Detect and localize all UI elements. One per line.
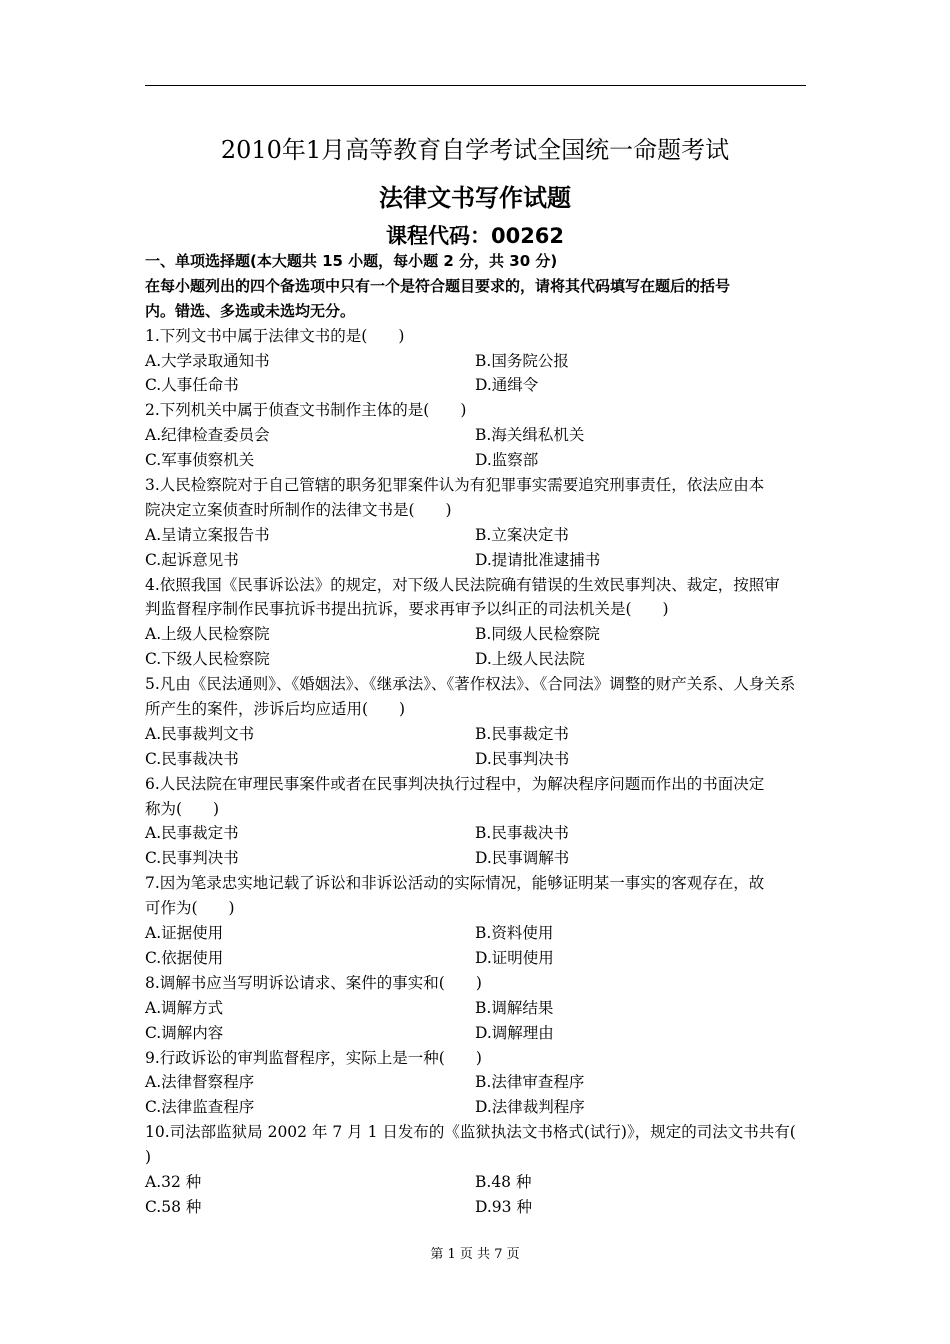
section-heading: 一、单项选择题(本大题共 15 小题，每小题 2 分，共 30 分): [145, 252, 558, 270]
option: D.监察部: [475, 451, 539, 470]
option-row: [145, 747, 810, 772]
option: D.证明使用: [475, 948, 554, 967]
option-row: [145, 1095, 810, 1120]
option: A.调解方式: [145, 998, 224, 1017]
option: C.民事判决书: [145, 849, 239, 868]
option: B.法律审查程序: [475, 1073, 585, 1092]
option: A.上级人民检察院: [145, 625, 270, 644]
option: C.法律监查程序: [145, 1098, 255, 1117]
option: D.通缉令: [475, 376, 539, 395]
option: C.依据使用: [145, 948, 224, 967]
question-stem: 可作为( ): [145, 899, 235, 918]
option-row: [145, 1195, 810, 1220]
option: D.93 种: [475, 1197, 532, 1216]
question-stem: 8.调解书应当写明诉讼请求、案件的事实和( ): [145, 973, 482, 992]
option: D.上级人民法院: [475, 650, 585, 669]
option: B.国务院公报: [475, 351, 569, 370]
question-stem: ): [145, 1148, 152, 1167]
question-stem: 9.行政诉讼的审判监督程序，实际上是一种( ): [145, 1048, 482, 1067]
exam-content: [145, 249, 810, 1220]
subject-title: 法律文书写作试题: [379, 184, 571, 212]
option: A.民事裁判文书: [145, 724, 255, 743]
option: B.立案决定书: [475, 525, 569, 544]
option-row: [145, 647, 810, 672]
option: A.纪律检查委员会: [145, 426, 270, 445]
question-stem: 10.司法部监狱局 2002 年 7 月 1 日发布的《监狱执法文书格式(试行)》，规定的司法文书共有(: [145, 1123, 796, 1142]
option: B.民事裁决书: [475, 824, 569, 843]
question-stem: 5.凡由《民法通则》、《婚姻法》、《继承法》、《著作权法》、《合同法》调整的财产关系、人身关系: [145, 675, 796, 694]
option: B.资料使用: [475, 924, 554, 943]
option: A.呈请立案报告书: [145, 525, 270, 544]
option: D.提请批准逮捕书: [475, 550, 601, 569]
question-stem: 6.人民法院在审理民事案件或者在民事判决执行过程中，为解决程序问题而作出的书面决定: [145, 774, 765, 793]
question-stem: 称为( ): [145, 799, 220, 818]
option-row: [145, 946, 810, 971]
question-stem: 4.依照我国《民事诉讼法》的规定，对下级人民法院确有错误的生效民事判决、裁定，按照审: [145, 575, 780, 594]
option: B.海关缉私机关: [475, 426, 585, 445]
option: B.同级人民检察院: [475, 625, 600, 644]
option-row: [145, 1070, 810, 1095]
option-row: [145, 821, 810, 846]
option-row: [145, 423, 810, 448]
option: A.法律督察程序: [145, 1073, 255, 1092]
course-code: 课程代码：00262: [385, 224, 565, 248]
option: C.军事侦察机关: [145, 451, 255, 470]
option-row: [145, 1170, 810, 1195]
option: B.民事裁定书: [475, 724, 569, 743]
question-stem: 3.人民检察院对于自己管辖的职务犯罪案件认为有犯罪事实需要追究刑事责任，依法应由本: [145, 476, 765, 495]
option: A.证据使用: [145, 924, 224, 943]
option: A.民事裁定书: [145, 824, 239, 843]
option-row: [145, 846, 810, 871]
option: A.大学录取通知书: [145, 351, 270, 370]
option: C.58 种: [145, 1197, 202, 1216]
option: D.调解理由: [475, 1023, 554, 1042]
instruction-line: 内。错选、多选或未选均无分。: [145, 301, 356, 320]
question-stem: 院决定立案侦查时所制作的法律文书是( ): [145, 500, 452, 519]
page-footer: 第 1 页 共 7 页: [430, 1247, 520, 1262]
question-stem: 7.因为笔录忠实地记载了诉讼和非诉讼活动的实际情况，能够证明某一事实的客观存在，故: [145, 874, 765, 893]
option-row: [145, 722, 810, 747]
option-row: [145, 349, 810, 374]
question-stem: 判监督程序制作民事抗诉书提出抗诉，要求再审予以纠正的司法机关是( ): [145, 600, 669, 619]
option: C.起诉意见书: [145, 550, 239, 569]
header-rule: [145, 85, 806, 86]
option: B.48 种: [475, 1172, 532, 1191]
option-row: [145, 921, 810, 946]
option-row: [145, 448, 810, 473]
option-row: [145, 622, 810, 647]
option: D.法律裁判程序: [475, 1098, 585, 1117]
option: B.调解结果: [475, 998, 554, 1017]
option: A.32 种: [145, 1172, 202, 1191]
option-row: [145, 1021, 810, 1046]
option: C.调解内容: [145, 1023, 224, 1042]
option: C.人事任命书: [145, 376, 239, 395]
option-row: [145, 996, 810, 1021]
option-row: [145, 523, 810, 548]
exam-title: 2010年1月高等教育自学考试全国统一命题考试: [220, 136, 730, 164]
option: D.民事调解书: [475, 849, 570, 868]
question-stem: 2.下列机关中属于侦查文书制作主体的是( ): [145, 401, 467, 420]
question-stem: 所产生的案件，涉诉后均应适用( ): [145, 700, 406, 719]
instruction-line: 在每小题列出的四个备选项中只有一个是符合题目要求的，请将其代码填写在题后的括号: [145, 276, 731, 295]
question-stem: 1.下列文书中属于法律文书的是( ): [145, 326, 405, 345]
option-row: [145, 548, 810, 573]
option: C.下级人民检察院: [145, 650, 270, 669]
option-row: [145, 373, 810, 398]
option: C.民事裁决书: [145, 749, 239, 768]
option: D.民事判决书: [475, 749, 570, 768]
